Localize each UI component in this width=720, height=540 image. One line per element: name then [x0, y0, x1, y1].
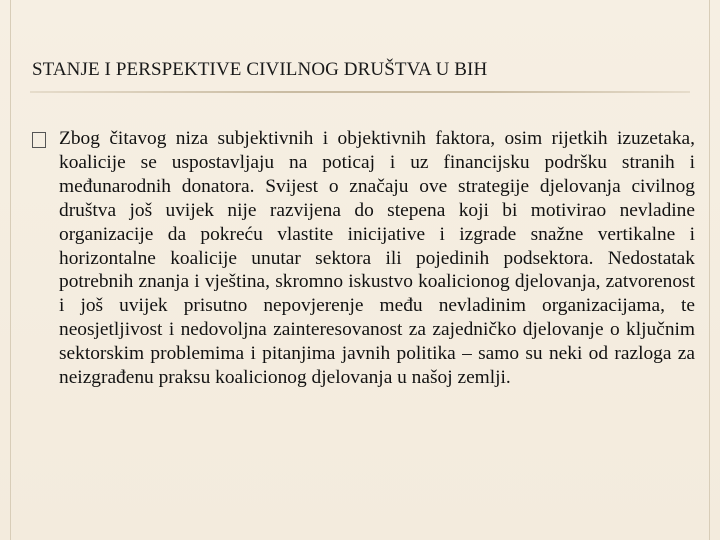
bullet-paragraph: Zbog čitavog niza subjektivnih i objektivnih faktora, osim rijetkih izuzetaka, koalicije se uspostavljaju na poticaj i uz financijsku podršku stranih i međunarodnih donatora. Svijest o značaju ove strategije djelovanja civilnog društva još uvijek nije razvijena do stepena koji bi motivirao nevladine organizacije da pokreću vlastite inicijative i izgrade snažne vertikalne i horizontalne koalicije unutar sektora ili pojedinih podsektora. Nedostatak potrebnih znanja i vještina, skromno iskustvo koalicionog djelovanja, zatvorenost i još uvijek prisutno nepovjerenje među nevladinim organizacijama, te neosjetljivost i nedovoljna zainteresovanost za zajedničko djelovanje o ključnim sektorskim problemima i pitanjima javnih politika – samo su neki od razloga za neizgrađenu praksu koalicionog djelovanja u našoj zemlji.: [59, 128, 695, 389]
left-border: [10, 0, 11, 540]
right-border: [709, 0, 710, 540]
title-divider: [30, 91, 690, 93]
slide-title: STANJE I PERSPEKTIVE CIVILNOG DRUŠTVA U BIH: [32, 59, 488, 80]
square-bullet-icon: [32, 132, 46, 148]
